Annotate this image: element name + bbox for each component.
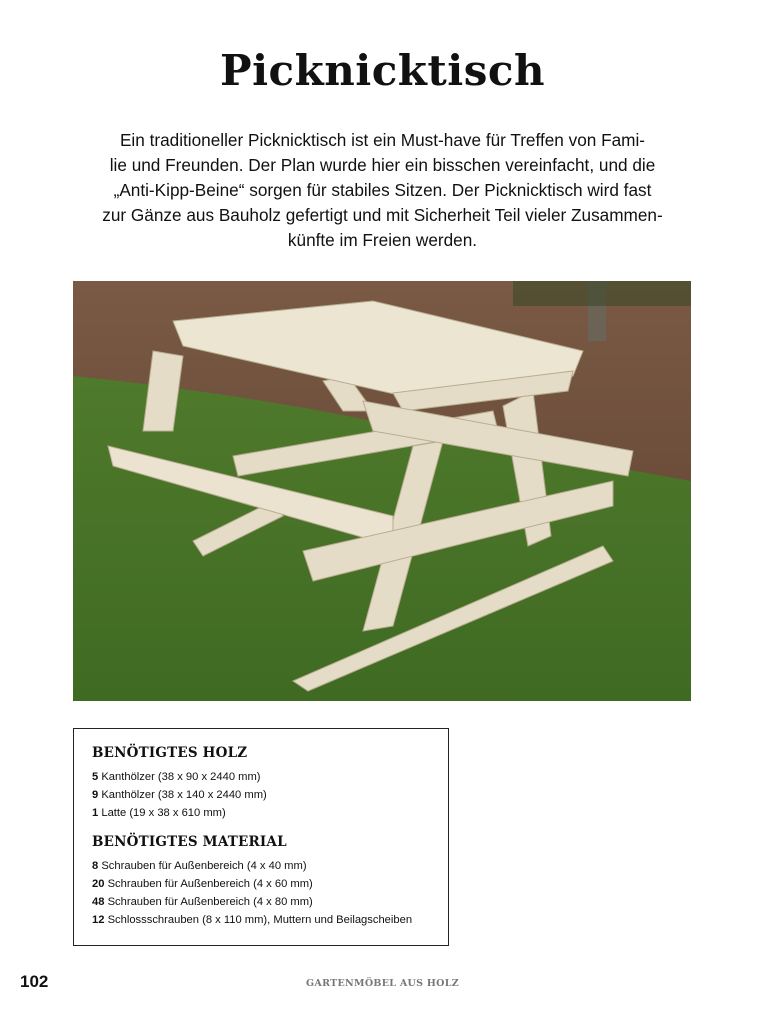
wood-item: 9 Kanthölzer (38 x 140 x 2440 mm) [92,789,267,801]
intro-line: lie und Freunden. Der Plan wurde hier ein bisschen vereinfacht, und die [109,155,656,175]
material-item: 20 Schrauben für Außenbereich (4 x 60 mm) [92,878,313,890]
running-title: GARTENMÖBEL AUS HOLZ [306,978,459,989]
intro-line: künfte im Freien werden. [287,230,478,250]
wood-item: 5 Kanthölzer (38 x 90 x 2440 mm) [92,771,261,783]
wood-item: 1 Latte (19 x 38 x 610 mm) [92,807,226,819]
intro-paragraph [60,128,705,253]
material-item: 48 Schrauben für Außenbereich (4 x 80 mm) [92,896,313,908]
materials-box [73,728,449,946]
intro-line: zur Gänze aus Bauholz gefertigt und mit Sicherheit Teil vieler Zusammen- [102,205,663,225]
intro-line: Ein traditioneller Picknicktisch ist ein Must-have für Treffen von Fami- [119,130,646,150]
picnic-table-photo [73,281,691,701]
material-item: 8 Schrauben für Außenbereich (4 x 40 mm) [92,860,307,872]
material-heading: BENÖTIGTES MATERIAL [92,834,287,850]
page-number: 102 [20,972,49,991]
wood-heading: BENÖTIGTES HOLZ [92,745,248,761]
material-item: 12 Schlossschrauben (8 x 110 mm), Muttern und Beilagscheiben [92,914,413,926]
intro-line: „Anti-Kipp-Beine“ sorgen für stabiles Sitzen. Der Picknicktisch wird fast [113,180,652,200]
page-title: Picknicktisch [220,46,545,95]
